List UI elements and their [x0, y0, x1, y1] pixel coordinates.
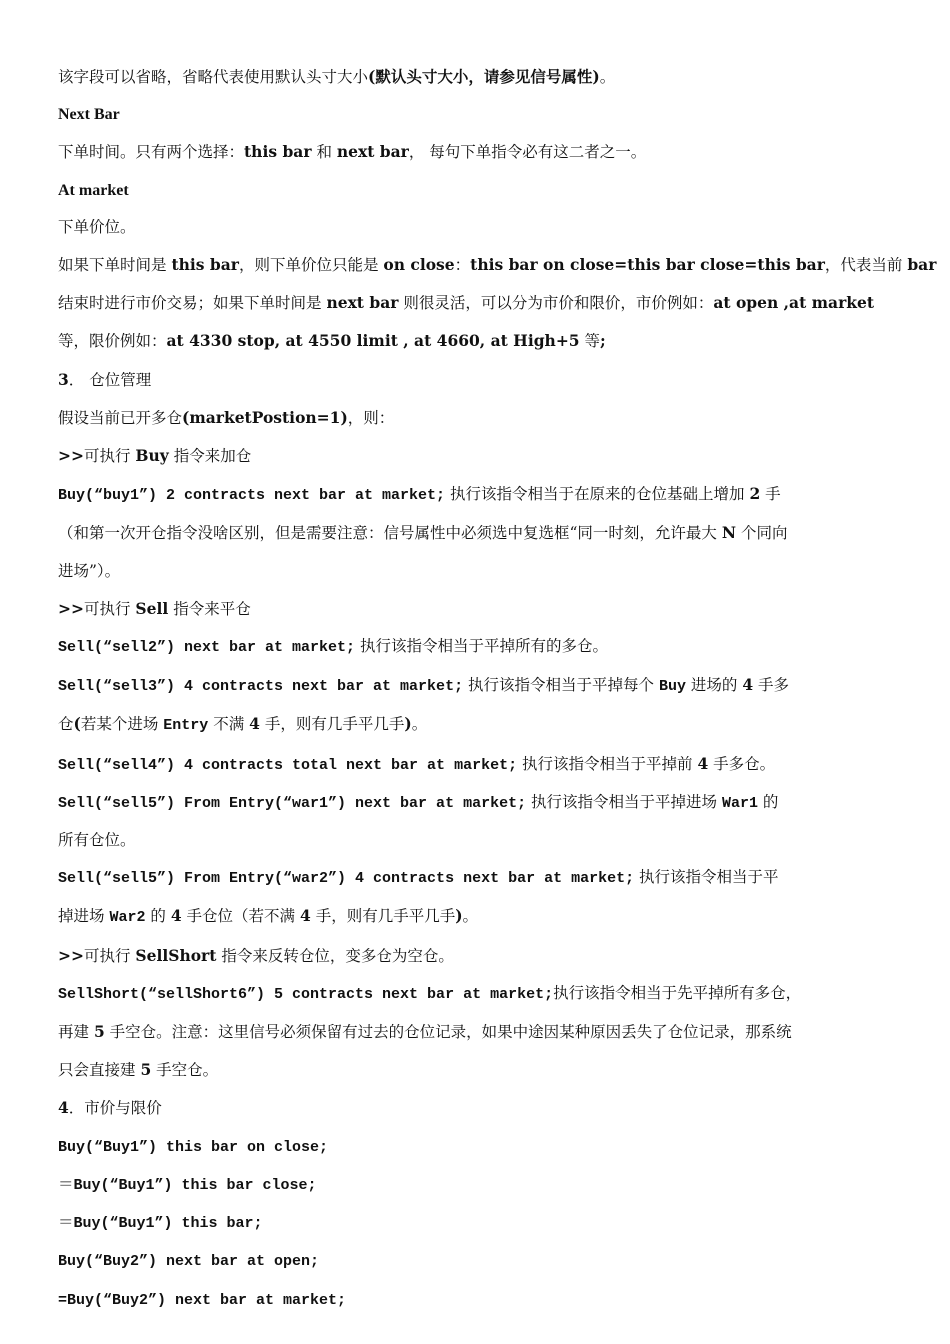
- text-line: [58, 590, 898, 628]
- text-span: 进场”）。: [58, 561, 121, 580]
- text-span: >>: [58, 945, 84, 965]
- code-span: SellShort(“sellShort6”) 5 contracts next bar at market;: [58, 985, 554, 1003]
- code-span: Sell(“sell5”) From Entry(“war2”) 4 contracts next bar at market;: [58, 870, 635, 888]
- document-page: [58, 58, 937, 1319]
- text-line: [58, 666, 898, 705]
- text-span: 。: [599, 68, 616, 86]
- text-span: at open ,at market: [713, 293, 875, 313]
- code-span: =Buy(“Buy2”) next bar at market;: [58, 1291, 347, 1309]
- text-span: （和第一次开仓指令没啥区别，但是需要注意：信号属性中必须选中复选框“同一时刻，允许最大: [58, 524, 722, 543]
- text-span: 执行该指令相当于在原来的仓位基础上增加: [445, 485, 750, 504]
- text-span: 个同向: [736, 524, 788, 543]
- text-span: ． 仓位管理: [68, 370, 152, 389]
- text-span: 5: [140, 1060, 152, 1080]
- text-span: (marketPostion=1): [182, 407, 348, 427]
- text-span: ：: [454, 256, 471, 275]
- section-heading: At market: [58, 181, 129, 199]
- text-line: [58, 1051, 898, 1089]
- text-line: [58, 1166, 898, 1204]
- text-span: 再建: [58, 1023, 94, 1042]
- text-span: 可执行: [83, 946, 136, 965]
- text-span: 等: [579, 332, 601, 351]
- text-line: [58, 784, 898, 822]
- code-span: War2: [109, 909, 146, 927]
- code-span: Entry: [163, 717, 209, 735]
- text-line: [58, 58, 898, 96]
- text-span: 手多仓。: [708, 754, 776, 773]
- text-span: 2: [749, 484, 761, 504]
- text-span: ＝: [58, 1213, 74, 1232]
- text-span: 4: [170, 906, 182, 926]
- text-span: this bar: [244, 142, 312, 162]
- text-line: [58, 937, 898, 975]
- text-line: [58, 1281, 898, 1319]
- code-span: Buy(“Buy1”) this bar;: [73, 1215, 263, 1233]
- text-line: [58, 399, 898, 437]
- text-span: 。: [411, 715, 428, 734]
- text-span: this bar: [171, 255, 239, 275]
- text-line: [58, 975, 898, 1013]
- text-span: 不满: [208, 715, 250, 734]
- text-span: bar: [907, 255, 937, 275]
- text-span: on close: [383, 255, 455, 275]
- text-span: 的: [757, 792, 779, 811]
- text-line: [58, 897, 898, 936]
- code-span: Sell(“sell3”) 4 contracts next bar at market;: [58, 678, 464, 696]
- text-span: 下单时间。只有两个选择：: [58, 143, 245, 162]
- text-span: 只会直接建: [58, 1061, 141, 1080]
- text-span: 执行该指令相当于先平掉所有多仓，: [553, 983, 802, 1002]
- text-span: ，代表当前: [824, 256, 908, 275]
- code-span: Buy(“Buy1”) this bar close;: [73, 1176, 317, 1194]
- text-line: [58, 628, 898, 666]
- code-span: War1: [721, 794, 758, 812]
- text-span: ): [455, 906, 463, 926]
- text-span: 和: [311, 143, 337, 162]
- text-span: Buy: [135, 446, 169, 466]
- text-span: (: [73, 714, 81, 734]
- text-line: [58, 284, 898, 322]
- text-span: 如果下单时间是: [58, 256, 172, 275]
- text-span: 4: [742, 675, 754, 695]
- text-span: 等，限价例如：: [58, 332, 167, 351]
- text-span: 手多: [753, 676, 790, 695]
- text-span: ＝: [58, 1174, 74, 1193]
- text-span: 手，则有几手平几手: [310, 907, 456, 926]
- text-span: 假设当前已开多仓: [58, 408, 183, 427]
- text-line: [58, 859, 898, 897]
- text-line: [58, 1128, 898, 1166]
- text-span: >>: [58, 598, 84, 618]
- text-span: ， 每句下单指令必有这二者之一。: [408, 143, 647, 162]
- text-span: 执行该指令相当于平掉前: [517, 754, 698, 773]
- text-span: 指令来反转仓位，变多仓为空仓。: [216, 946, 454, 965]
- text-span: 手空仓。注意：这里信号必须保留有过去的仓位记录，如果中途因某种原因丢失了仓位记录，那系统: [104, 1023, 792, 1042]
- text-span: at 4330 stop, at 4550 limit , at 4660, at High+5: [166, 331, 580, 351]
- text-line: [58, 822, 898, 859]
- text-span: 4: [697, 753, 709, 773]
- text-line: [58, 322, 898, 360]
- text-span: 手: [760, 485, 781, 504]
- code-span: Buy(“Buy1”) this bar on close;: [58, 1138, 329, 1156]
- code-span: Sell(“sell2”) next bar at market;: [58, 639, 356, 657]
- text-span: 执行该指令相当于平掉所有的多仓。: [355, 637, 608, 656]
- text-span: ;: [600, 331, 606, 351]
- text-span: next bar: [326, 293, 399, 313]
- text-span: 手，则有几手平几手: [259, 715, 405, 734]
- text-span: 。: [462, 907, 479, 926]
- text-line: [58, 209, 898, 246]
- text-line: [58, 475, 898, 514]
- text-span: 4: [299, 906, 311, 926]
- code-span: Buy: [658, 678, 686, 696]
- text-line: [58, 553, 898, 590]
- text-span: (默认头寸大小，请参见信号属性): [368, 67, 600, 86]
- text-line: [58, 745, 898, 784]
- text-span: 掉进场: [58, 907, 110, 926]
- text-span: ，则下单价位只能是: [238, 256, 384, 275]
- text-line: [58, 96, 898, 133]
- code-span: Sell(“sell5”) From Entry(“war1”) next bar at market;: [58, 794, 527, 812]
- text-span: ，则：: [347, 408, 395, 427]
- text-span: 4: [58, 1098, 69, 1118]
- text-line: [58, 172, 898, 209]
- text-span: 仓: [58, 715, 74, 734]
- code-span: Buy(“Buy2”) next bar at open;: [58, 1253, 320, 1271]
- text-span: 手仓位（若不满: [181, 907, 300, 926]
- text-span: 结束时进行市价交易；如果下单时间是: [58, 294, 327, 313]
- text-span: 下单价位。: [58, 217, 136, 236]
- text-span: 该字段可以省略，省略代表使用默认头寸大小: [58, 68, 369, 86]
- text-span: 4: [249, 714, 260, 734]
- text-line: [58, 133, 898, 171]
- text-span: 执行该指令相当于平掉进场: [526, 792, 722, 811]
- text-span: 若某个进场: [80, 715, 164, 734]
- text-line: [58, 1089, 898, 1127]
- text-span: ．市价与限价: [68, 1099, 162, 1118]
- text-span: 的: [145, 907, 171, 926]
- text-span: next bar: [336, 142, 409, 162]
- text-span: Sell: [135, 598, 169, 618]
- code-span: Sell(“sell4”) 4 contracts total next bar at market;: [58, 756, 518, 774]
- text-span: ): [404, 714, 412, 734]
- text-span: 指令来加仓: [168, 447, 252, 466]
- text-line: [58, 437, 898, 475]
- text-span: 5: [93, 1022, 105, 1042]
- text-span: SellShort: [135, 945, 217, 965]
- text-span: 可执行: [83, 447, 136, 466]
- text-span: 3: [58, 369, 69, 389]
- text-span: 手空仓。: [151, 1061, 219, 1080]
- text-span: >>: [58, 446, 84, 466]
- text-line: [58, 1013, 898, 1051]
- text-line: [58, 1204, 898, 1242]
- text-span: this bar on close=this bar close=this bar: [470, 255, 825, 275]
- text-span: 进场的: [685, 676, 743, 695]
- section-heading: Next Bar: [58, 106, 120, 124]
- text-span: 执行该指令相当于平: [634, 868, 779, 887]
- text-span: 则很灵活，可以分为市价和限价，市价例如：: [398, 294, 714, 313]
- text-span: N: [721, 523, 737, 543]
- text-span: 执行该指令相当于平掉每个: [463, 676, 659, 695]
- text-span: 所有仓位。: [58, 831, 136, 850]
- text-span: 可执行: [83, 599, 136, 618]
- text-span: 指令来平仓: [168, 599, 251, 618]
- text-line: [58, 1242, 898, 1280]
- text-line: [58, 514, 898, 552]
- code-span: Buy(“buy1”) 2 contracts next bar at market;: [58, 487, 446, 505]
- text-line: [58, 705, 898, 744]
- text-line: [58, 361, 898, 399]
- text-line: [58, 246, 937, 284]
